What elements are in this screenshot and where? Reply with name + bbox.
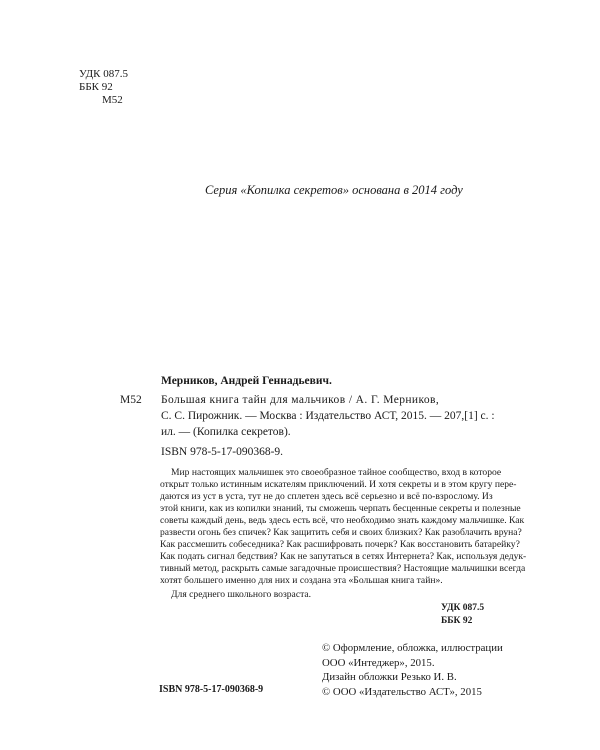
author-mark: М52 xyxy=(102,94,123,106)
audience-note: Для среднего школьного возраста. xyxy=(171,589,312,600)
udk-code: УДК 087.5 xyxy=(79,68,129,80)
rights-line: © ООО «Издательство АСТ», 2015 xyxy=(322,686,482,699)
catalog-margin-mark: М52 xyxy=(120,394,142,406)
abstract-line: развести огонь без спичек? Как защитить себя и своих близких? Как разоблачить вруна? xyxy=(160,527,522,538)
bottom-udk: УДК 087.5 xyxy=(441,603,485,613)
abstract-line: открыт только истинным искателям приключений. И хотя секреты и в этом кругу пере- xyxy=(160,479,517,490)
bbk-code: ББК 92 xyxy=(79,81,113,93)
abstract-line: этой книги, как из копилки знаний, ты сможешь черпать бесценные секреты и полезные xyxy=(160,503,521,514)
abstract-line: хотят большего именно для них и создана эта «Большая книга тайн». xyxy=(160,575,443,586)
catalog-isbn: ISBN 978-5-17-090368-9. xyxy=(161,446,284,458)
abstract-line: даются из уст в уста, тут не до сплетен здесь всё серьезно и всё по-взрослому. Из xyxy=(160,491,493,502)
description-line: ил. — (Копилка секретов). xyxy=(161,426,291,438)
abstract-line: тивный метод, раскрыть самые загадочные происшествия? Настоящие мальчишки всегда xyxy=(160,563,526,574)
abstract-line: Как рассмешить собеседника? Как расшифровать почерк? Как восстановить батарейку? xyxy=(160,539,520,550)
footer-isbn: ISBN 978-5-17-090368-9 xyxy=(159,684,264,695)
bottom-bbk: ББК 92 xyxy=(441,616,473,626)
rights-block xyxy=(322,641,503,700)
abstract-line: Мир настоящих мальчишек это своеобразное тайное сообщество, вход в которое xyxy=(171,467,502,478)
rights-line: ООО «Интеджер», 2015. xyxy=(322,656,435,669)
description-line: С. С. Пирожник. — Москва : Издательство АСТ, 2015. — 207,[1] с. : xyxy=(161,410,495,422)
rights-line: Дизайн обложки Резько И. В. xyxy=(322,671,457,684)
rights-line: © Оформление, обложка, иллюстрации xyxy=(322,642,503,654)
catalog-author: Мерников, Андрей Геннадьевич. xyxy=(161,375,332,387)
abstract-line: советы каждый день, ведь здесь есть всё, что необходимо знать каждому мальчишке. Как xyxy=(160,515,525,526)
description-line: Большая книга тайн для мальчиков / А. Г. Мерников, xyxy=(161,394,440,406)
classification-block xyxy=(79,68,128,107)
series-note: Серия «Копилка секретов» основана в 2014 году xyxy=(205,183,463,197)
abstract-line: Как подать сигнал бедствия? Как не запутаться в сетях Интернета? Как, используя дедук- xyxy=(160,551,527,562)
